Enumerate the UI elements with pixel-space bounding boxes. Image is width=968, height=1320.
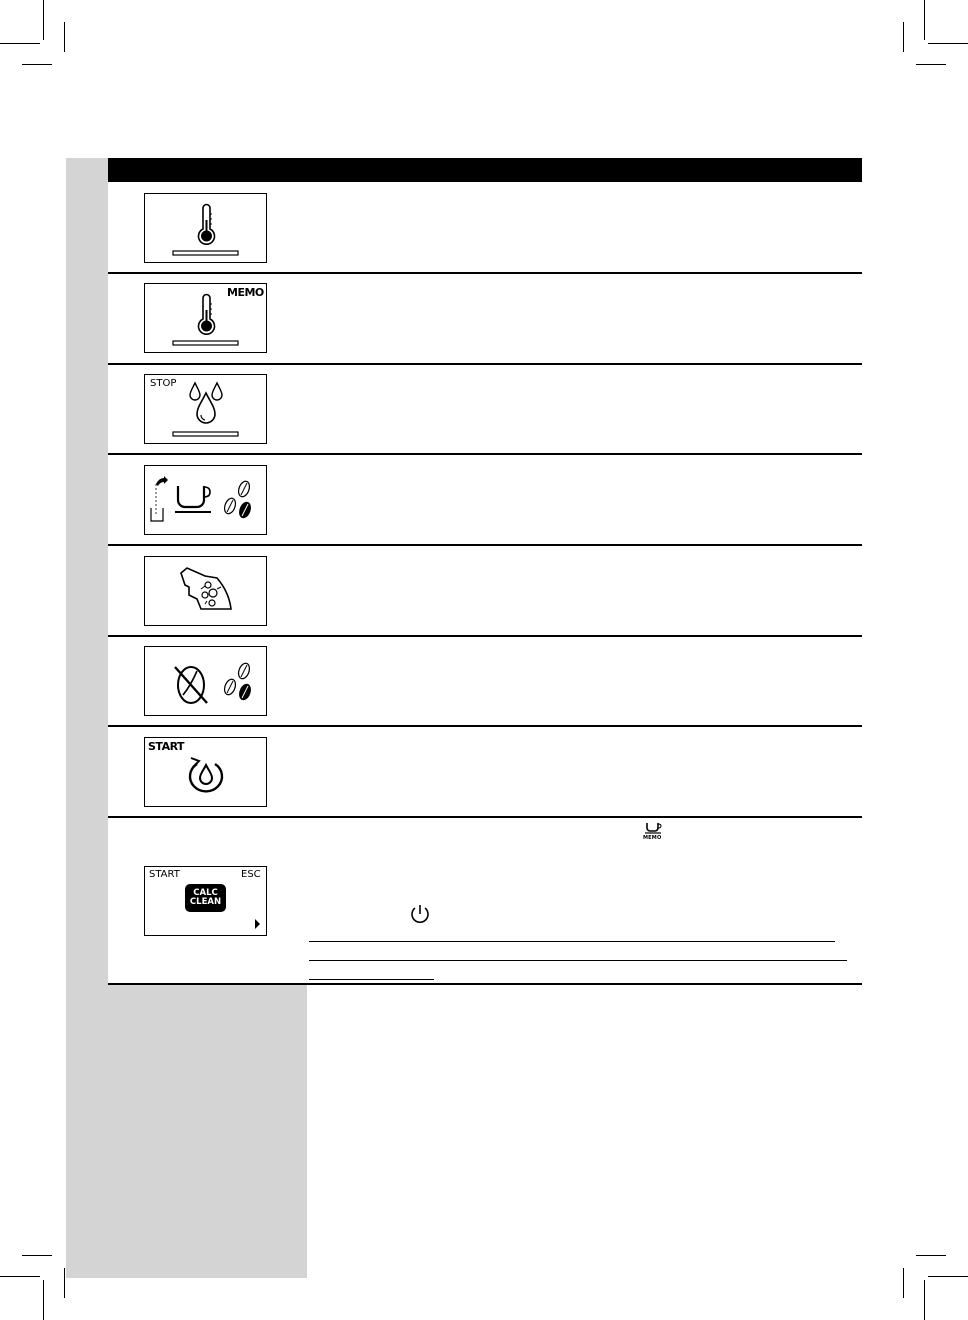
crop-mark bbox=[903, 1268, 904, 1298]
crop-mark bbox=[64, 1268, 65, 1298]
brew-group-icon bbox=[145, 557, 266, 625]
esc-label: ESC bbox=[241, 869, 261, 880]
crop-mark bbox=[43, 0, 44, 40]
calc-badge-line1: CALC bbox=[193, 888, 218, 898]
start-label: START bbox=[148, 740, 185, 753]
row-divider bbox=[108, 816, 862, 818]
crop-mark bbox=[928, 1276, 968, 1277]
crop-mark bbox=[903, 22, 904, 52]
lcd-screen-no-beans bbox=[144, 646, 267, 716]
lcd-screen-brew-group bbox=[144, 556, 267, 626]
crop-mark bbox=[22, 1255, 52, 1256]
lcd-screen-calc-clean bbox=[144, 866, 267, 936]
lcd-screen-thermometer bbox=[144, 193, 267, 263]
row-divider bbox=[108, 544, 862, 546]
lcd-screen-jug-cup-beans bbox=[144, 465, 267, 535]
underline-rule bbox=[309, 979, 434, 980]
crop-mark bbox=[916, 64, 946, 65]
table-header-bar bbox=[108, 158, 862, 182]
lcd-screen-stop-drops bbox=[144, 374, 267, 444]
cup-memo-icon bbox=[640, 821, 666, 845]
underline-rule bbox=[309, 960, 847, 961]
crop-mark bbox=[916, 1255, 946, 1256]
row-divider bbox=[108, 363, 862, 365]
water-drops-icon bbox=[145, 375, 266, 443]
row-divider bbox=[108, 725, 862, 727]
row-divider bbox=[108, 272, 862, 274]
crop-mark bbox=[64, 22, 65, 52]
crop-mark bbox=[0, 1276, 40, 1277]
thermometer-icon bbox=[145, 194, 266, 262]
calc-start-label: START bbox=[149, 869, 180, 880]
calc-badge-line2: CLEAN bbox=[189, 897, 222, 907]
row-divider bbox=[108, 635, 862, 637]
margin-band bbox=[66, 158, 108, 985]
margin-band-lower bbox=[66, 985, 307, 1278]
crop-mark bbox=[22, 64, 52, 65]
lcd-screen-thermometer-memo bbox=[144, 283, 267, 353]
memo-label: MEMO bbox=[227, 286, 264, 299]
jug-cup-beans-icon bbox=[145, 466, 266, 534]
stop-label: STOP bbox=[150, 378, 177, 389]
crop-mark bbox=[928, 43, 968, 44]
crop-mark bbox=[924, 1280, 925, 1320]
arrow-right-icon bbox=[145, 867, 266, 935]
no-coffee-beans-icon bbox=[145, 647, 266, 715]
row-divider bbox=[108, 453, 862, 455]
power-icon bbox=[408, 902, 432, 926]
table-bottom-rule bbox=[108, 983, 862, 985]
crop-mark bbox=[924, 0, 925, 40]
crop-mark bbox=[43, 1280, 44, 1320]
underline-rule bbox=[309, 941, 835, 942]
cup-memo-label: MEMO bbox=[643, 835, 662, 841]
lcd-screen-start-refill bbox=[144, 737, 267, 807]
crop-mark bbox=[0, 43, 40, 44]
water-refill-icon bbox=[145, 738, 266, 806]
